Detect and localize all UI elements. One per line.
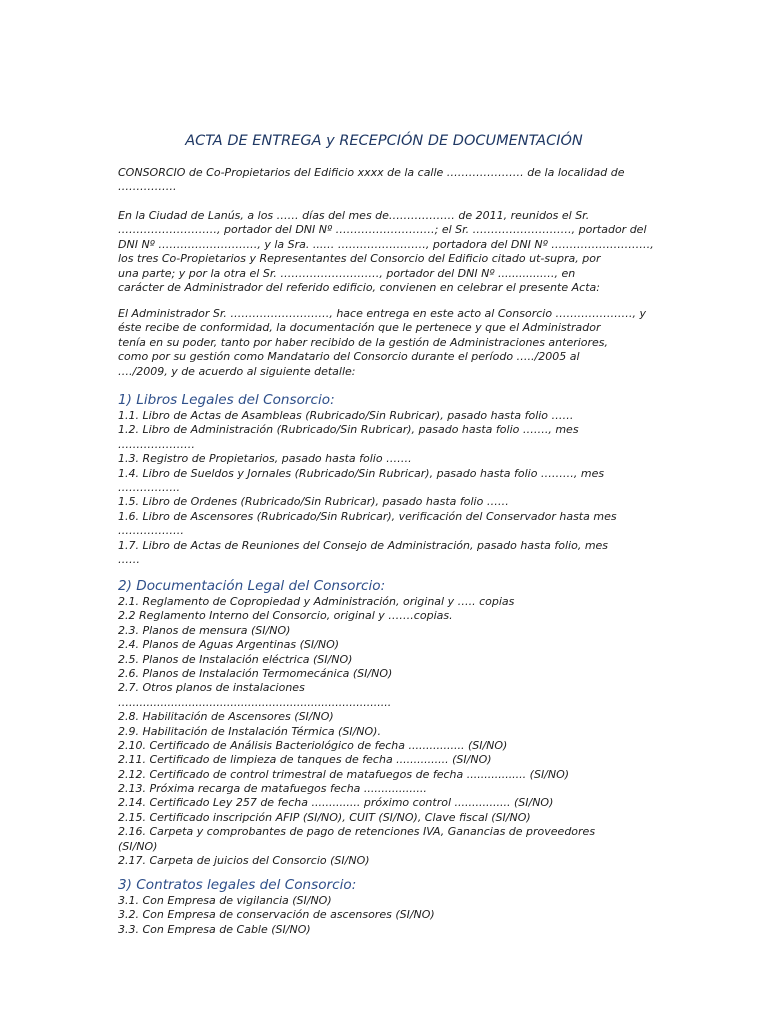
list-item: 1.4. Libro de Sueldos y Jornales (Rubricado/Sin Rubricar), pasado hasta folio ………, mes (118, 466, 605, 480)
list-item: 2.14. Certificado Ley 257 de fecha .............. próximo control ................ (SI/NO) (118, 796, 554, 810)
list-item: 3.3. Con Empresa de Cable (SI/NO) (118, 922, 311, 936)
intro-paragraph (118, 209, 654, 295)
list-item: 2.8. Habilitación de Ascensores (SI/NO) (118, 710, 334, 724)
paragraph-line: CONSORCIO de Co-Propietarios del Edificio xxxx de la calle ………………… de la localidad de (118, 166, 625, 179)
list-item: 2.13. Próxima recarga de matafuegos fecha .................. (118, 782, 427, 796)
list-item: ………………… (118, 437, 195, 451)
section-2-list (118, 595, 650, 868)
section-3-list (118, 894, 650, 937)
list-item: 2.9. Habilitación de Instalación Térmica (SI/NO). (118, 724, 381, 738)
document-title: ACTA DE ENTREGA y RECEPCIÓN DE DOCUMENTACIÓN (185, 133, 583, 149)
list-item: (SI/NO) (118, 839, 158, 853)
paragraph-line: El Administrador Sr. ………………………, hace entrega en este acto al Consorcio …………………, y (118, 307, 647, 320)
list-item: 1.1. Libro de Actas de Asambleas (Rubricado/Sin Rubricar), pasado hasta folio …… (118, 409, 574, 422)
list-item: 2.6. Planos de Instalación Termomecánica (SI/NO) (118, 666, 393, 680)
list-item: 2.17. Carpeta de juicios del Consorcio (SI/NO) (118, 854, 370, 868)
paragraph-line: En la Ciudad de Lanús, a los …… días del mes de……………… de 2011, reunidos el Sr. (118, 209, 590, 222)
list-item: …........................................................................... (118, 695, 392, 709)
section-1-list (118, 409, 650, 567)
section-2-heading: 2) Documentación Legal del Consorcio: (118, 578, 386, 594)
list-item: ……………… (118, 524, 184, 538)
list-item: 2.10. Certificado de Análisis Bacteriológico de fecha ................ (SI/NO) (118, 738, 508, 752)
paragraph-line: ……………. (118, 180, 177, 194)
list-item: 1.6. Libro de Ascensores (Rubricado/Sin Rubricar), verificación del Conservador hasta mes (118, 509, 617, 523)
list-item: 2.11. Certificado de limpieza de tanques de fecha ............... (SI/NO) (118, 753, 492, 767)
list-item: 2.12. Certificado de control trimestral de matafuegos de fecha ................. (SI/NO) (118, 767, 570, 781)
list-item: 2.2 Reglamento Interno del Consorcio, original y …….copias. (118, 609, 453, 623)
admin-paragraph (118, 307, 650, 379)
list-item: 1.7. Libro de Actas de Reuniones del Consejo de Administración, pasado hasta folio, mes (118, 538, 609, 552)
paragraph-line: como por su gestión como Mandatario del Consorcio durante el período …../2005 al (118, 350, 580, 364)
consorcio-paragraph (118, 166, 650, 195)
list-item: 2.5. Planos de Instalación eléctrica (SI/NO) (118, 652, 353, 666)
paragraph-line: carácter de Administrador del referido edificio, convienen en celebrar el presente Acta: (118, 280, 600, 294)
list-item: 3.1. Con Empresa de vigilancia (SI/NO) (118, 894, 332, 907)
list-item: 1.5. Libro de Ordenes (Rubricado/Sin Rubricar), pasado hasta folio …… (118, 495, 509, 509)
list-item: 2.4. Planos de Aguas Argentinas (SI/NO) (118, 638, 340, 652)
list-item: 1.3. Registro de Propietarios, pasado hasta folio ……. (118, 452, 412, 466)
paragraph-line: …./2009, y de acuerdo al siguiente detalle: (118, 364, 356, 378)
paragraph-line: DNI Nº ………………………, y la Sra. ...… ……………………, portadora del DNI Nº ………………………, (118, 237, 654, 251)
list-item: 2.3. Planos de mensura (SI/NO) (118, 623, 291, 637)
paragraph-line: éste recibe de conformidad, la documentación que le pertenece y que el Administrador (118, 321, 601, 335)
list-item: …… (118, 552, 140, 566)
section-1-heading: 1) Libros Legales del Consorcio: (118, 392, 335, 408)
list-item: …………….. (118, 480, 180, 494)
paragraph-line: tenía en su poder, tanto por haber recibido de la gestión de Administraciones anteriores, (118, 335, 609, 349)
paragraph-line: ………………………, portador del DNI Nº ………………………; el Sr. ………………………, portador del (118, 223, 647, 237)
section-3-heading: 3) Contratos legales del Consorcio: (118, 877, 357, 893)
paragraph-line: una parte; y por la otra el Sr. ………………………, portador del DNI Nº .............…, en (118, 266, 576, 280)
paragraph-line: los tres Co-Propietarios y Representantes del Consorcio del Edificio citado ut-supra, por (118, 252, 601, 266)
list-item: 2.7. Otros planos de instalaciones (118, 681, 305, 695)
list-item: 2.1. Reglamento de Copropiedad y Administración, original y ….. copias (118, 595, 515, 608)
list-item: 2.15. Certificado inscripción AFIP (SI/NO), CUIT (SI/NO), Clave fiscal (SI/NO) (118, 810, 531, 824)
list-item: 3.2. Con Empresa de conservación de ascensores (SI/NO) (118, 908, 435, 922)
list-item: 1.2. Libro de Administración (Rubricado/Sin Rubricar), pasado hasta folio ……., mes (118, 423, 579, 437)
list-item: 2.16. Carpeta y comprobantes de pago de retenciones IVA, Ganancias de proveedores (118, 825, 596, 839)
